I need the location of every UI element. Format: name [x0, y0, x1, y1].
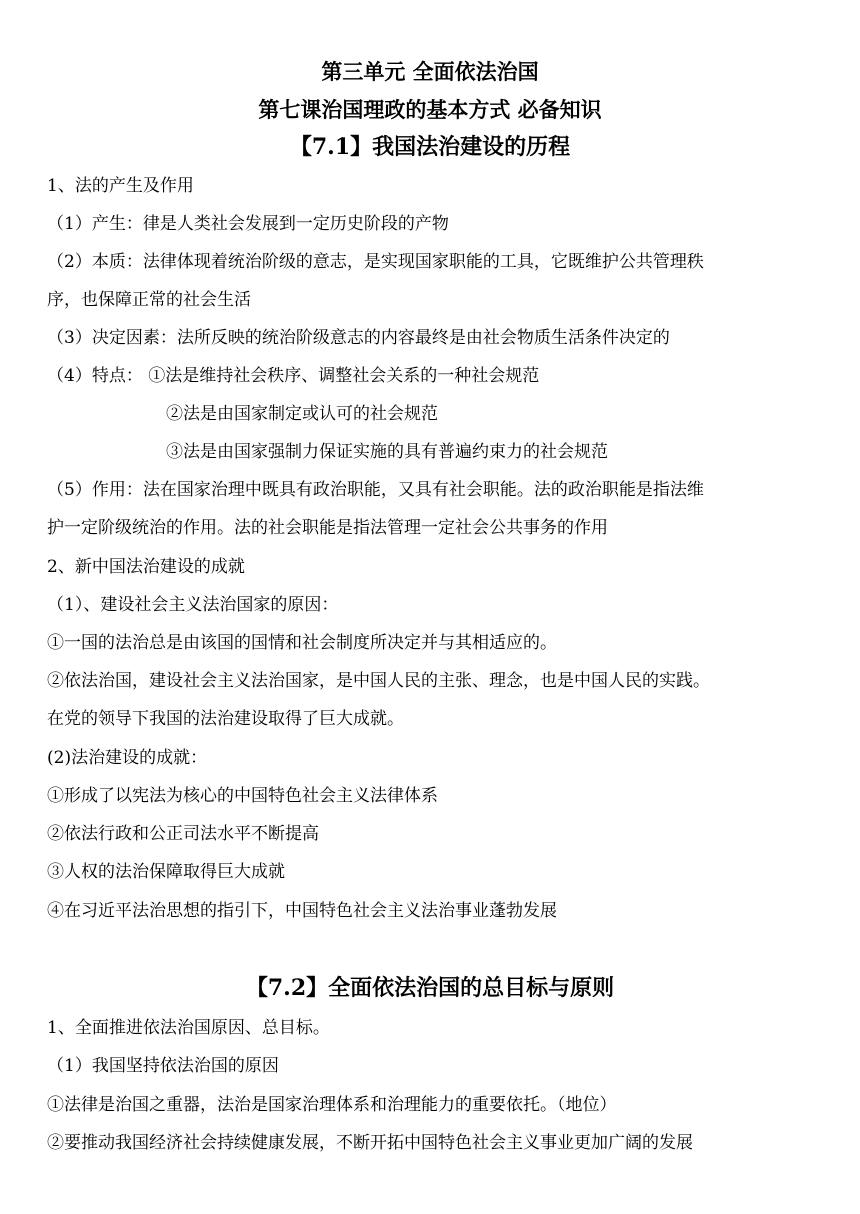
section-7-2-heading: 【7.2】全面依法治国的总目标与原则	[245, 975, 615, 1001]
text-line: （3）决定因素：法所反映的统治阶级意志的内容最终是由社会物质生活条件决定的	[47, 328, 670, 348]
text-line: ①法律是治国之重器，法治是国家治理体系和治理能力的重要依托。（地位）	[47, 1095, 617, 1115]
section-7-1-heading: 【7.1】我国法治建设的历程	[289, 134, 571, 160]
unit-title: 第三单元 全面依法治国	[321, 59, 539, 84]
text-line: 护一定阶级统治的作用。法的社会职能是指法管理一定社会公共事务的作用	[47, 518, 608, 538]
text-line: ③法是由国家强制力保证实施的具有普遍约束力的社会规范	[166, 442, 608, 462]
text-line: （1）、建设社会主义法治国家的原因：	[47, 595, 339, 615]
text-line: 序，也保障正常的社会生活	[47, 290, 251, 310]
text-line: （1）产生：律是人类社会发展到一定历史阶段的产物	[47, 214, 449, 234]
text-line: （5）作用：法在国家治理中既具有政治职能，又具有社会职能。法的政治职能是指法维	[47, 480, 704, 500]
lesson-title: 第七课治国理政的基本方式 必备知识	[258, 97, 602, 122]
text-line: ②法是由国家制定或认可的社会规范	[166, 404, 438, 424]
text-line: （1）我国坚持依法治国的原因	[47, 1056, 279, 1076]
text-line: （2）本质：法律体现着统治阶级的意志，是实现国家职能的工具，它既维护公共管理秩	[47, 252, 704, 272]
text-line: ①一国的法治总是由该国的国情和社会制度所决定并与其相适应的。	[47, 633, 557, 653]
text-line: 在党的领导下我国的法治建设取得了巨大成就。	[47, 709, 404, 729]
text-line: (2)法治建设的成就：	[47, 748, 208, 768]
text-line: （4）特点： ①法是维持社会秩序、调整社会关系的一种社会规范	[47, 366, 540, 386]
text-line: 1、法的产生及作用	[47, 176, 194, 196]
text-line: 2、新中国法治建设的成就	[47, 557, 245, 577]
text-line: ③人权的法治保障取得巨大成就	[47, 862, 285, 882]
text-line: ①形成了以宪法为核心的中国特色社会主义法律体系	[47, 786, 438, 806]
text-line: ②依法行政和公正司法水平不断提高	[47, 824, 319, 844]
text-line: 1、全面推进依法治国原因、总目标。	[47, 1018, 330, 1038]
text-line: ②依法治国，建设社会主义法治国家，是中国人民的主张、理念，也是中国人民的实践。	[47, 671, 710, 691]
text-line: ④在习近平法治思想的指引下，中国特色社会主义法治事业蓬勃发展	[47, 901, 557, 921]
text-line: ②要推动我国经济社会持续健康发展，不断开拓中国特色社会主义事业更加广阔的发展	[47, 1133, 693, 1153]
